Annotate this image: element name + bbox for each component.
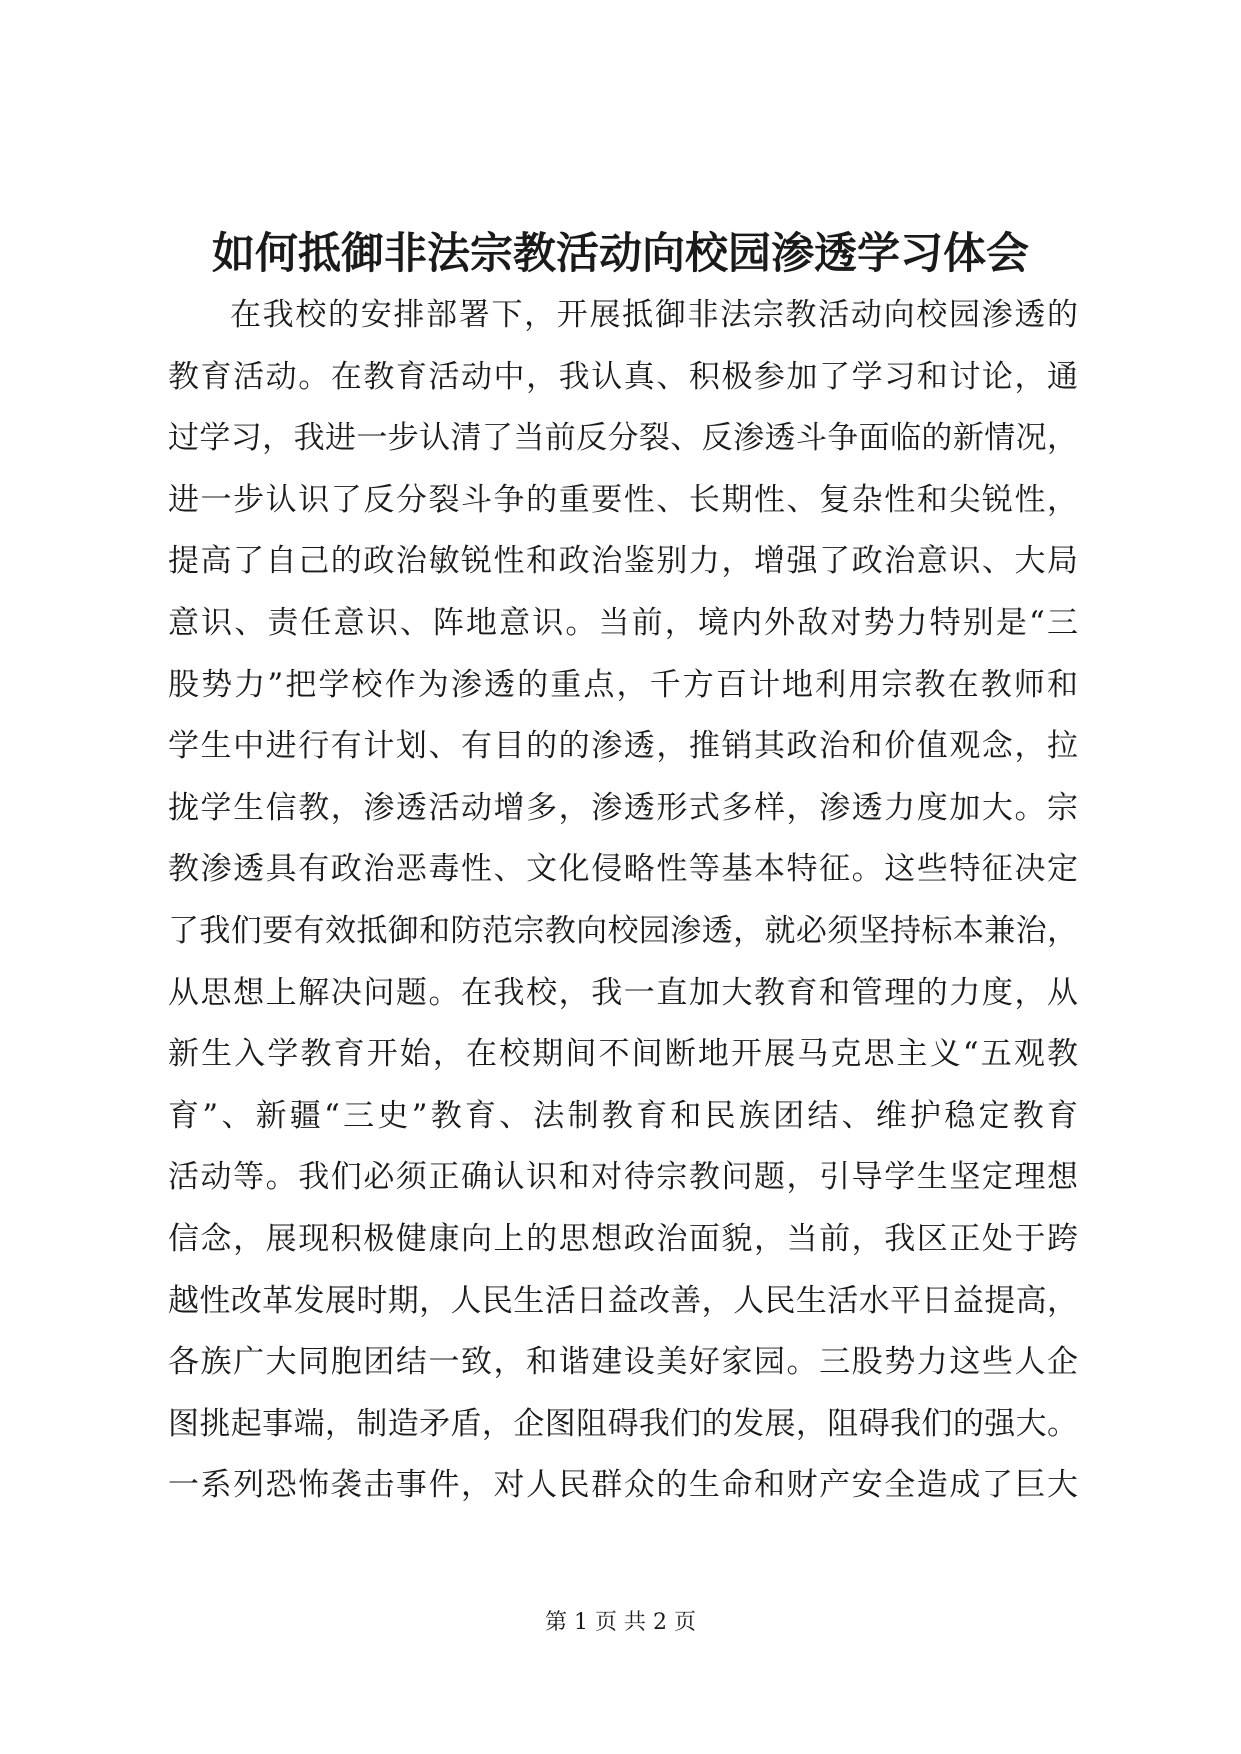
paragraph-line: 在我校的安排部署下，开展抵御非法宗教活动向校园渗透的 [230,297,1078,333]
paragraph-line: 图挑起事端，制造矛盾，企图阻碍我们的发展，阻碍我们的强大。 [168,1405,1078,1442]
paragraph-line: 越性改革发展时期，人民生活日益改善，人民生活水平日益提高， [168,1282,1078,1319]
paragraph-line: 育”、新疆“三史”教育、法制教育和民族团结、维护稳定教育 [168,1097,1078,1134]
paragraph-line: 从思想上解决问题。在我校，我一直加大教育和管理的力度，从 [168,974,1078,1011]
paragraph-line: 意识、责任意识、阵地意识。当前，境内外敌对势力特别是“三 [168,604,1078,641]
paragraph-line: 学生中进行有计划、有目的的渗透，推销其政治和价值观念，拉 [168,728,1078,765]
page-number-footer: 第 1 页 共 2 页 [545,1610,696,1635]
paragraph-line: 拢学生信教，渗透活动增多，渗透形式多样，渗透力度加大。宗 [168,789,1078,826]
body-paragraph [168,285,1078,1517]
document-title: 如何抵御非法宗教活动向校园渗透学习体会 [212,229,1029,279]
paragraph-line: 各族广大同胞团结一致，和谐建设美好家园。三股势力这些人企 [168,1344,1078,1381]
paragraph-line: 新生入学教育开始，在校期间不间断地开展马克思主义“五观教 [168,1036,1078,1073]
paragraph-line: 一系列恐怖袭击事件，对人民群众的生命和财产安全造成了巨大 [168,1467,1078,1504]
paragraph-line: 提高了自己的政治敏锐性和政治鉴别力，增强了政治意识、大局 [168,543,1078,580]
paragraph-line: 股势力”把学校作为渗透的重点，千方百计地利用宗教在教师和 [168,666,1078,703]
paragraph-line: 进一步认识了反分裂斗争的重要性、长期性、复杂性和尖锐性， [168,481,1078,518]
paragraph-line: 了我们要有效抵御和防范宗教向校园渗透，就必须坚持标本兼治， [168,912,1078,949]
paragraph-line: 教渗透具有政治恶毒性、文化侵略性等基本特征。这些特征决定 [168,851,1078,888]
paragraph-line: 信念，展现积极健康向上的思想政治面貌，当前，我区正处于跨 [168,1220,1078,1257]
paragraph-line: 过学习，我进一步认清了当前反分裂、反渗透斗争面临的新情况， [168,420,1078,457]
paragraph-line: 活动等。我们必须正确认识和对待宗教问题，引导学生坚定理想 [168,1159,1078,1196]
paragraph-line: 教育活动。在教育活动中，我认真、积极参加了学习和讨论，通 [168,358,1078,395]
